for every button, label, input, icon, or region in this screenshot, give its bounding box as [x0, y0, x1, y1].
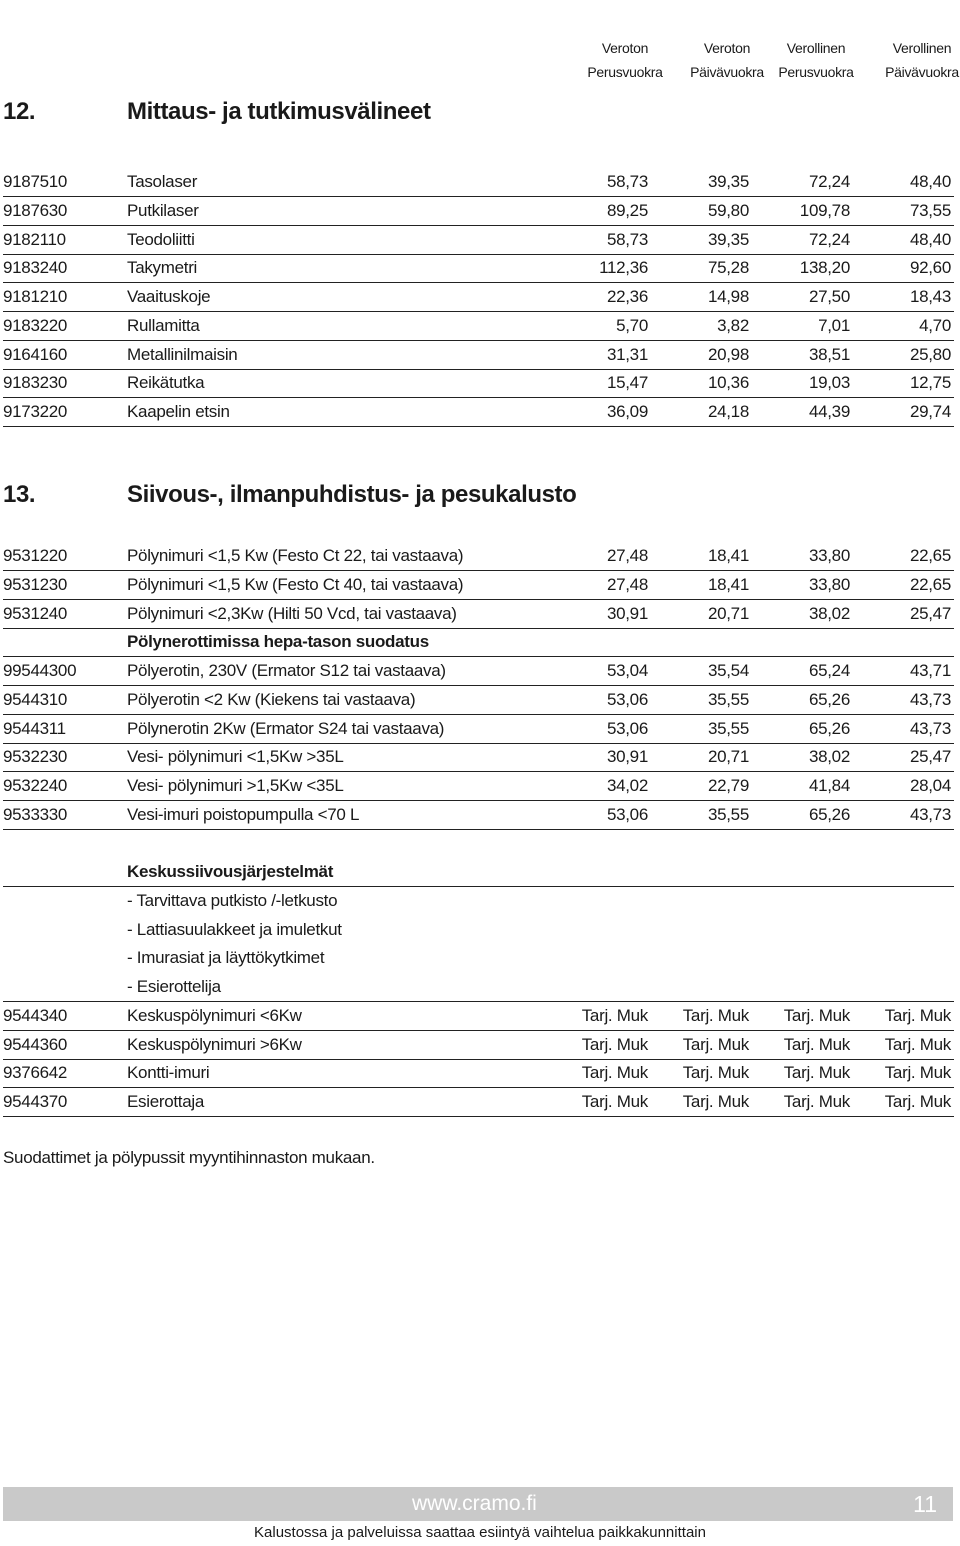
price-col-2: Tarj. Muk: [682, 1092, 749, 1111]
table-row: [3, 628, 954, 657]
table-row: [3, 686, 954, 715]
page-number: 11: [913, 1491, 937, 1517]
item-name: Pölynimuri <2,3Kw (Hilti 50 Vcd, tai vastaava): [127, 603, 457, 623]
price-col-2: 39,35: [707, 229, 749, 249]
price-col-4: 25,47: [909, 747, 951, 767]
table-row: [3, 254, 954, 283]
price-col-1: 30,91: [606, 747, 648, 767]
price-col-2: 14,98: [707, 287, 749, 306]
price-col-2: 59,80: [707, 200, 749, 220]
item-name: - Imurasiat ja läyttökytkimet: [127, 948, 325, 968]
item-name: Tasolaser: [127, 172, 198, 191]
price-col-2: 75,28: [707, 258, 749, 278]
price-col-2: Tarj. Muk: [682, 1063, 749, 1083]
column-header-4: Verollinen Päivävuokra: [885, 40, 959, 80]
price-col-4: Tarj. Muk: [884, 1092, 951, 1111]
item-name: Teodoliitti: [127, 229, 195, 249]
price-col-2: 20,98: [707, 344, 749, 364]
price-col-2: Tarj. Muk: [682, 1005, 749, 1025]
price-col-4: 43,71: [909, 661, 951, 680]
price-col-3: 65,24: [808, 661, 850, 680]
table-row: [3, 1059, 954, 1088]
price-col-1: 53,06: [606, 718, 648, 738]
price-col-1: 27,48: [606, 546, 648, 565]
price-col-3: 109,78: [799, 200, 850, 220]
item-code: 9183230: [3, 373, 68, 393]
table-row: [3, 398, 954, 427]
price-col-1: 34,02: [606, 776, 648, 795]
price-col-4: 18,43: [909, 287, 951, 306]
row-subheading: Keskussiivousjärjestelmät: [127, 862, 334, 881]
column-headers: [0, 36, 960, 86]
item-name: Keskuspölynimuri <6Kw: [127, 1005, 302, 1025]
price-col-2: 35,55: [707, 689, 749, 709]
price-col-2: 18,41: [707, 574, 749, 594]
table-row: [3, 600, 954, 629]
price-col-2: Tarj. Muk: [682, 1034, 749, 1054]
price-col-3: 38,51: [808, 344, 850, 364]
table-row: [3, 715, 954, 744]
price-col-1: 5,70: [616, 315, 648, 335]
price-col-4: 29,74: [909, 402, 951, 421]
item-name: Vesi- pölynimuri <1,5Kw >35L: [127, 747, 344, 767]
item-code: 9182110: [3, 229, 66, 249]
section-12-title: 12. Mittaus- ja tutkimusvälineet: [3, 98, 431, 125]
item-code: 9183240: [3, 258, 68, 278]
price-col-2: 24,18: [707, 402, 749, 421]
price-col-4: 43,73: [909, 804, 951, 824]
table-row: [3, 1002, 954, 1031]
item-code: 9187630: [3, 200, 68, 220]
item-name: Rullamitta: [127, 315, 200, 335]
price-col-1: Tarj. Muk: [581, 1005, 648, 1025]
price-col-4: 22,65: [909, 546, 951, 565]
price-col-2: 35,55: [707, 718, 749, 738]
item-name: Pölynimuri <1,5 Kw (Festo Ct 40, tai vastaava): [127, 574, 464, 594]
item-code: 9532230: [3, 747, 68, 767]
table-row: [3, 801, 954, 830]
table-row: [3, 283, 954, 312]
item-name: Pölynerotin 2Kw (Ermator S24 tai vastaava): [127, 718, 445, 738]
price-col-4: 22,65: [909, 574, 951, 594]
item-code: 9533330: [3, 804, 68, 824]
price-col-1: 27,48: [606, 574, 648, 594]
table-row: [3, 168, 954, 197]
price-col-3: 138,20: [799, 258, 850, 278]
item-name: Pölyerotin <2 Kw (Kiekens tai vastaava): [127, 689, 416, 709]
price-col-4: 25,47: [909, 603, 951, 623]
item-name: Metallinilmaisin: [127, 344, 238, 364]
item-name: - Tarvittava putkisto /-letkusto: [127, 890, 338, 910]
table-row: [3, 887, 954, 915]
table-row: [3, 226, 954, 255]
item-name: - Lattiasuulakkeet ja imuletkut: [127, 919, 342, 939]
price-col-3: 65,26: [808, 804, 850, 824]
item-name: Putkilaser: [127, 200, 199, 220]
price-col-4: 43,73: [909, 718, 951, 738]
row-subheading: Pölynerottimissa hepa-tason suodatus: [127, 632, 429, 652]
table-row: [3, 657, 954, 686]
price-col-4: 28,04: [909, 776, 951, 795]
column-header-3: Verollinen Perusvuokra: [778, 40, 854, 80]
table-row: [3, 944, 954, 972]
price-col-3: 33,80: [808, 574, 850, 594]
price-col-2: 20,71: [707, 747, 749, 767]
item-name: Reikätutka: [127, 373, 205, 393]
table-row: [3, 916, 954, 944]
table-row: [3, 1088, 954, 1117]
table-row: [3, 369, 954, 398]
item-code: 9531220: [3, 546, 68, 565]
price-col-1: 89,25: [606, 200, 648, 220]
item-code: 9181210: [3, 287, 68, 306]
price-col-3: 33,80: [808, 546, 850, 565]
footnote: Suodattimet ja pölypussit myyntihinnaston mukaan.: [3, 1148, 375, 1167]
price-col-4: 48,40: [909, 172, 951, 191]
price-col-2: 10,36: [707, 373, 749, 393]
price-col-4: 43,73: [909, 689, 951, 709]
price-col-1: 58,73: [606, 172, 648, 191]
price-col-2: 22,79: [707, 776, 749, 795]
item-name: - Esierottelija: [127, 977, 221, 996]
price-col-1: 31,31: [606, 344, 648, 364]
price-col-4: 12,75: [909, 373, 951, 393]
footer-url[interactable]: www.cramo.fi: [412, 1492, 537, 1515]
item-name: Takymetri: [127, 258, 198, 278]
price-col-4: Tarj. Muk: [884, 1063, 951, 1083]
price-col-2: 39,35: [707, 172, 749, 191]
item-name: Keskuspölynimuri >6Kw: [127, 1034, 302, 1054]
price-col-1: 53,04: [606, 661, 648, 680]
price-col-3: 44,39: [808, 402, 850, 421]
price-col-3: 38,02: [808, 603, 850, 623]
price-col-3: Tarj. Muk: [783, 1034, 850, 1054]
price-col-3: 19,03: [808, 373, 850, 393]
price-col-1: 53,06: [606, 689, 648, 709]
price-col-1: Tarj. Muk: [581, 1034, 648, 1054]
footer-bar: [3, 1487, 953, 1521]
item-code: 9531230: [3, 574, 68, 594]
column-header-2: Veroton Päivävuokra: [690, 40, 764, 80]
item-code: 9164160: [3, 344, 68, 364]
column-header-1: Veroton Perusvuokra: [587, 40, 663, 80]
price-col-1: 15,47: [606, 373, 648, 393]
item-code: 9173220: [3, 402, 68, 421]
price-col-2: 35,54: [707, 661, 749, 680]
price-col-3: Tarj. Muk: [783, 1005, 850, 1025]
price-col-4: Tarj. Muk: [884, 1034, 951, 1054]
item-code: 99544300: [3, 661, 77, 680]
item-name: Vesi-imuri poistopumpulla <70 L: [127, 804, 360, 824]
item-code: 9544360: [3, 1034, 68, 1054]
price-col-3: 41,84: [808, 776, 850, 795]
price-col-3: 72,24: [808, 172, 850, 191]
table-row: [3, 743, 954, 772]
price-col-4: Tarj. Muk: [884, 1005, 951, 1025]
price-col-1: 22,36: [606, 287, 648, 306]
table-row: [3, 772, 954, 801]
price-col-2: 35,55: [707, 804, 749, 824]
item-code: 9544310: [3, 689, 68, 709]
price-col-1: 112,36: [599, 258, 648, 278]
price-col-3: Tarj. Muk: [783, 1063, 850, 1083]
price-col-4: 73,55: [909, 200, 951, 220]
price-col-2: 3,82: [717, 315, 749, 335]
price-col-3: 65,26: [808, 718, 850, 738]
price-col-3: 72,24: [808, 229, 850, 249]
price-col-3: 65,26: [808, 689, 850, 709]
price-col-4: 4,70: [919, 315, 951, 335]
price-col-3: 7,01: [818, 315, 850, 335]
item-code: 9544370: [3, 1092, 68, 1111]
section-13-title: 13. Siivous-, ilmanpuhdistus- ja pesukalusto: [3, 481, 577, 508]
table-row: [3, 858, 954, 887]
item-name: Vaaituskoje: [127, 287, 211, 306]
item-name: Kaapelin etsin: [127, 402, 230, 421]
price-col-4: 25,80: [909, 344, 951, 364]
price-col-1: Tarj. Muk: [581, 1063, 648, 1083]
price-col-1: 58,73: [606, 229, 648, 249]
price-col-2: 18,41: [707, 546, 749, 565]
price-col-3: 38,02: [808, 747, 850, 767]
table-row: [3, 197, 954, 226]
item-code: 9544340: [3, 1005, 68, 1025]
price-col-4: 48,40: [909, 229, 951, 249]
item-code: 9532240: [3, 776, 68, 795]
item-code: 9187510: [3, 172, 68, 191]
footer-note: Kalustossa ja palveluissa saattaa esiintyä vaihtelua paikkakunnittain: [254, 1524, 706, 1541]
price-col-3: Tarj. Muk: [783, 1092, 850, 1111]
price-col-1: Tarj. Muk: [581, 1092, 648, 1111]
price-col-2: 20,71: [707, 603, 749, 623]
table-row: [3, 571, 954, 600]
item-name: Vesi- pölynimuri >1,5Kw <35L: [127, 776, 344, 795]
price-col-4: 92,60: [909, 258, 951, 278]
price-col-1: 30,91: [606, 603, 648, 623]
item-name: Pölyerotin, 230V (Ermator S12 tai vastaava): [127, 661, 446, 680]
price-col-1: 36,09: [606, 402, 648, 421]
item-code: 9544311: [3, 718, 66, 738]
table-row: [3, 542, 954, 571]
table-row: [3, 1031, 954, 1060]
price-col-1: 53,06: [606, 804, 648, 824]
item-code: 9376642: [3, 1063, 68, 1083]
table-row: [3, 341, 954, 370]
item-name: Pölynimuri <1,5 Kw (Festo Ct 22, tai vastaava): [127, 546, 464, 565]
table-row: [3, 973, 954, 1002]
item-name: Esierottaja: [127, 1092, 205, 1111]
item-name: Kontti-imuri: [127, 1063, 210, 1083]
item-code: 9183220: [3, 315, 68, 335]
table-row: [3, 312, 954, 341]
item-code: 9531240: [3, 603, 68, 623]
price-col-3: 27,50: [808, 287, 850, 306]
